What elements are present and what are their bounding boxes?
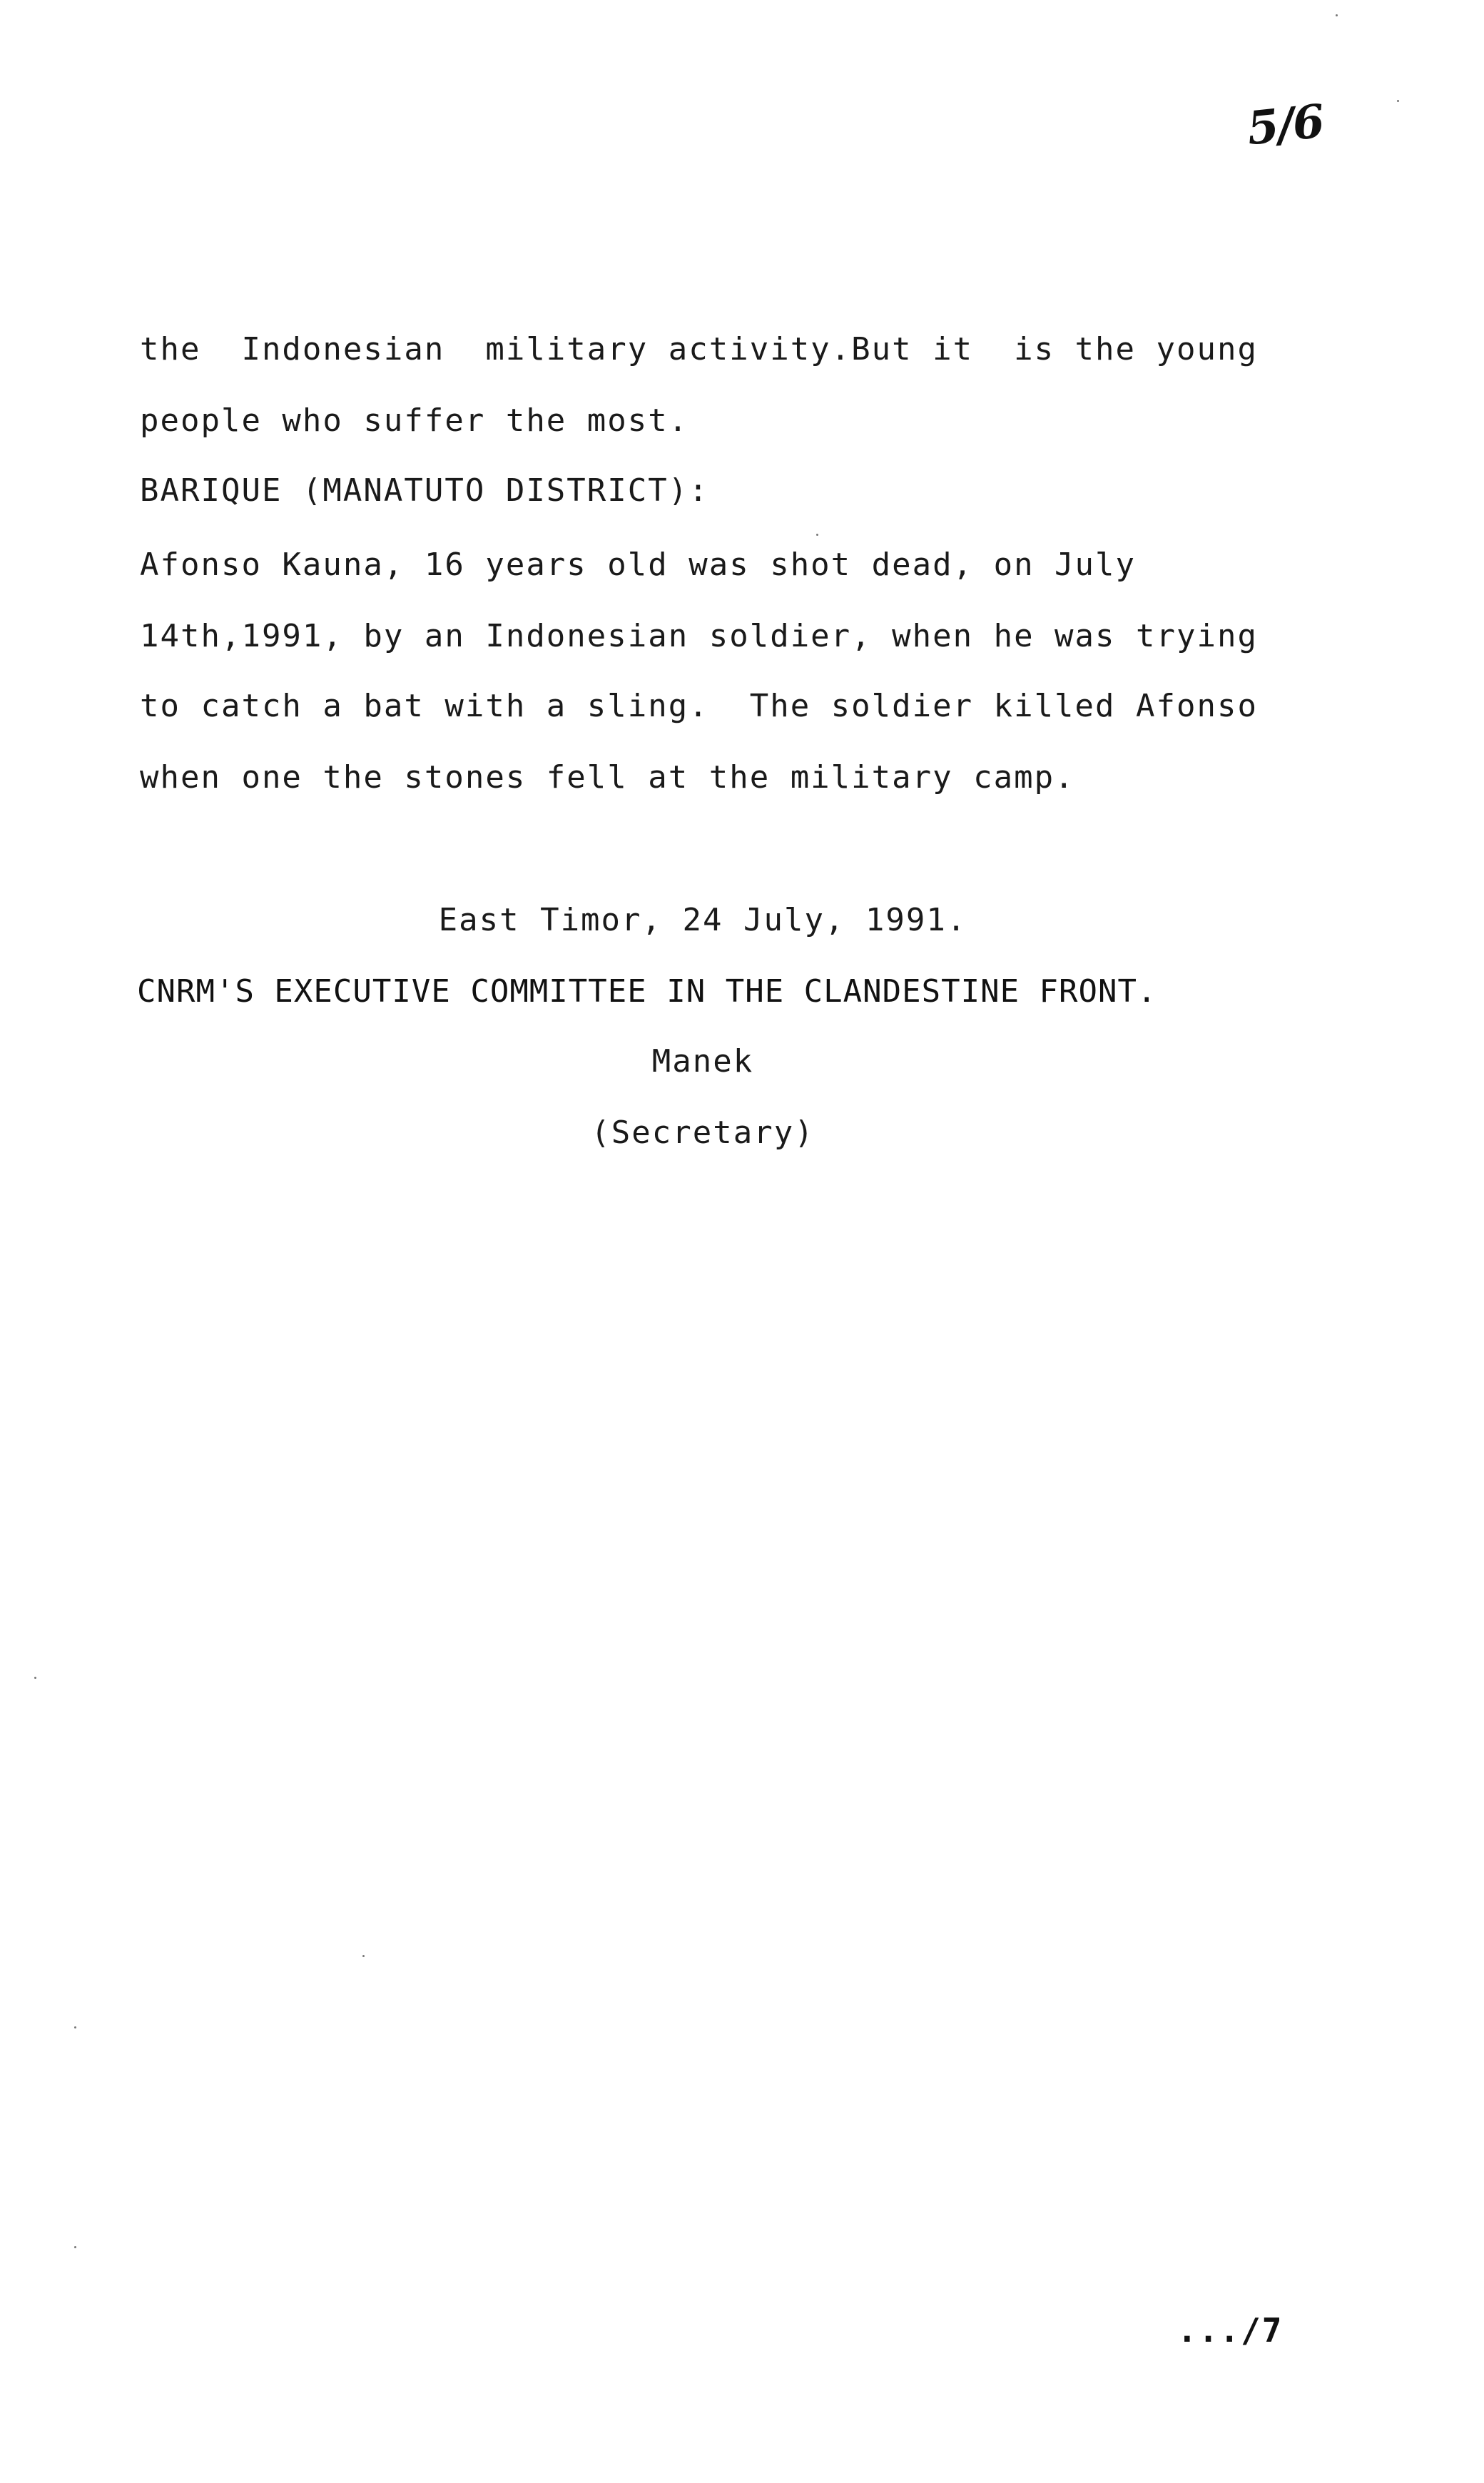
scan-speck [816, 534, 818, 536]
page-number: 5/6 [1244, 94, 1326, 156]
scan-speck [74, 2246, 76, 2248]
scan-speck [1336, 14, 1338, 16]
scan-speck [34, 1677, 36, 1679]
section-heading: BARIQUE (MANATUTO DISTRICT): [140, 472, 709, 509]
signatory-title: (Secretary) [591, 1114, 815, 1151]
signatory-name: Manek [651, 1043, 754, 1080]
place-date: East Timor, 24 July, 1991. [438, 902, 967, 938]
body-line: 14th,1991, by an Indonesian soldier, when he was trying [140, 618, 1258, 654]
body-line: when one the stones fell at the military camp. [140, 759, 1075, 796]
body-line: Afonso Kauna, 16 years old was shot dead, on July [140, 547, 1137, 583]
scan-speck [362, 1955, 365, 1957]
organization-line: CNRM'S EXECUTIVE COMMITTEE IN THE CLANDESTINE FRONT. [137, 973, 1157, 1010]
continuation-marker: .../7 [1177, 2311, 1284, 2350]
body-line: people who suffer the most. [140, 402, 689, 439]
body-line: to catch a bat with a sling. The soldier killed Afonso [140, 688, 1258, 724]
scan-speck [74, 2026, 76, 2028]
scan-speck [1397, 100, 1399, 102]
body-line: the Indonesian military activity.But it is the young [140, 331, 1258, 367]
